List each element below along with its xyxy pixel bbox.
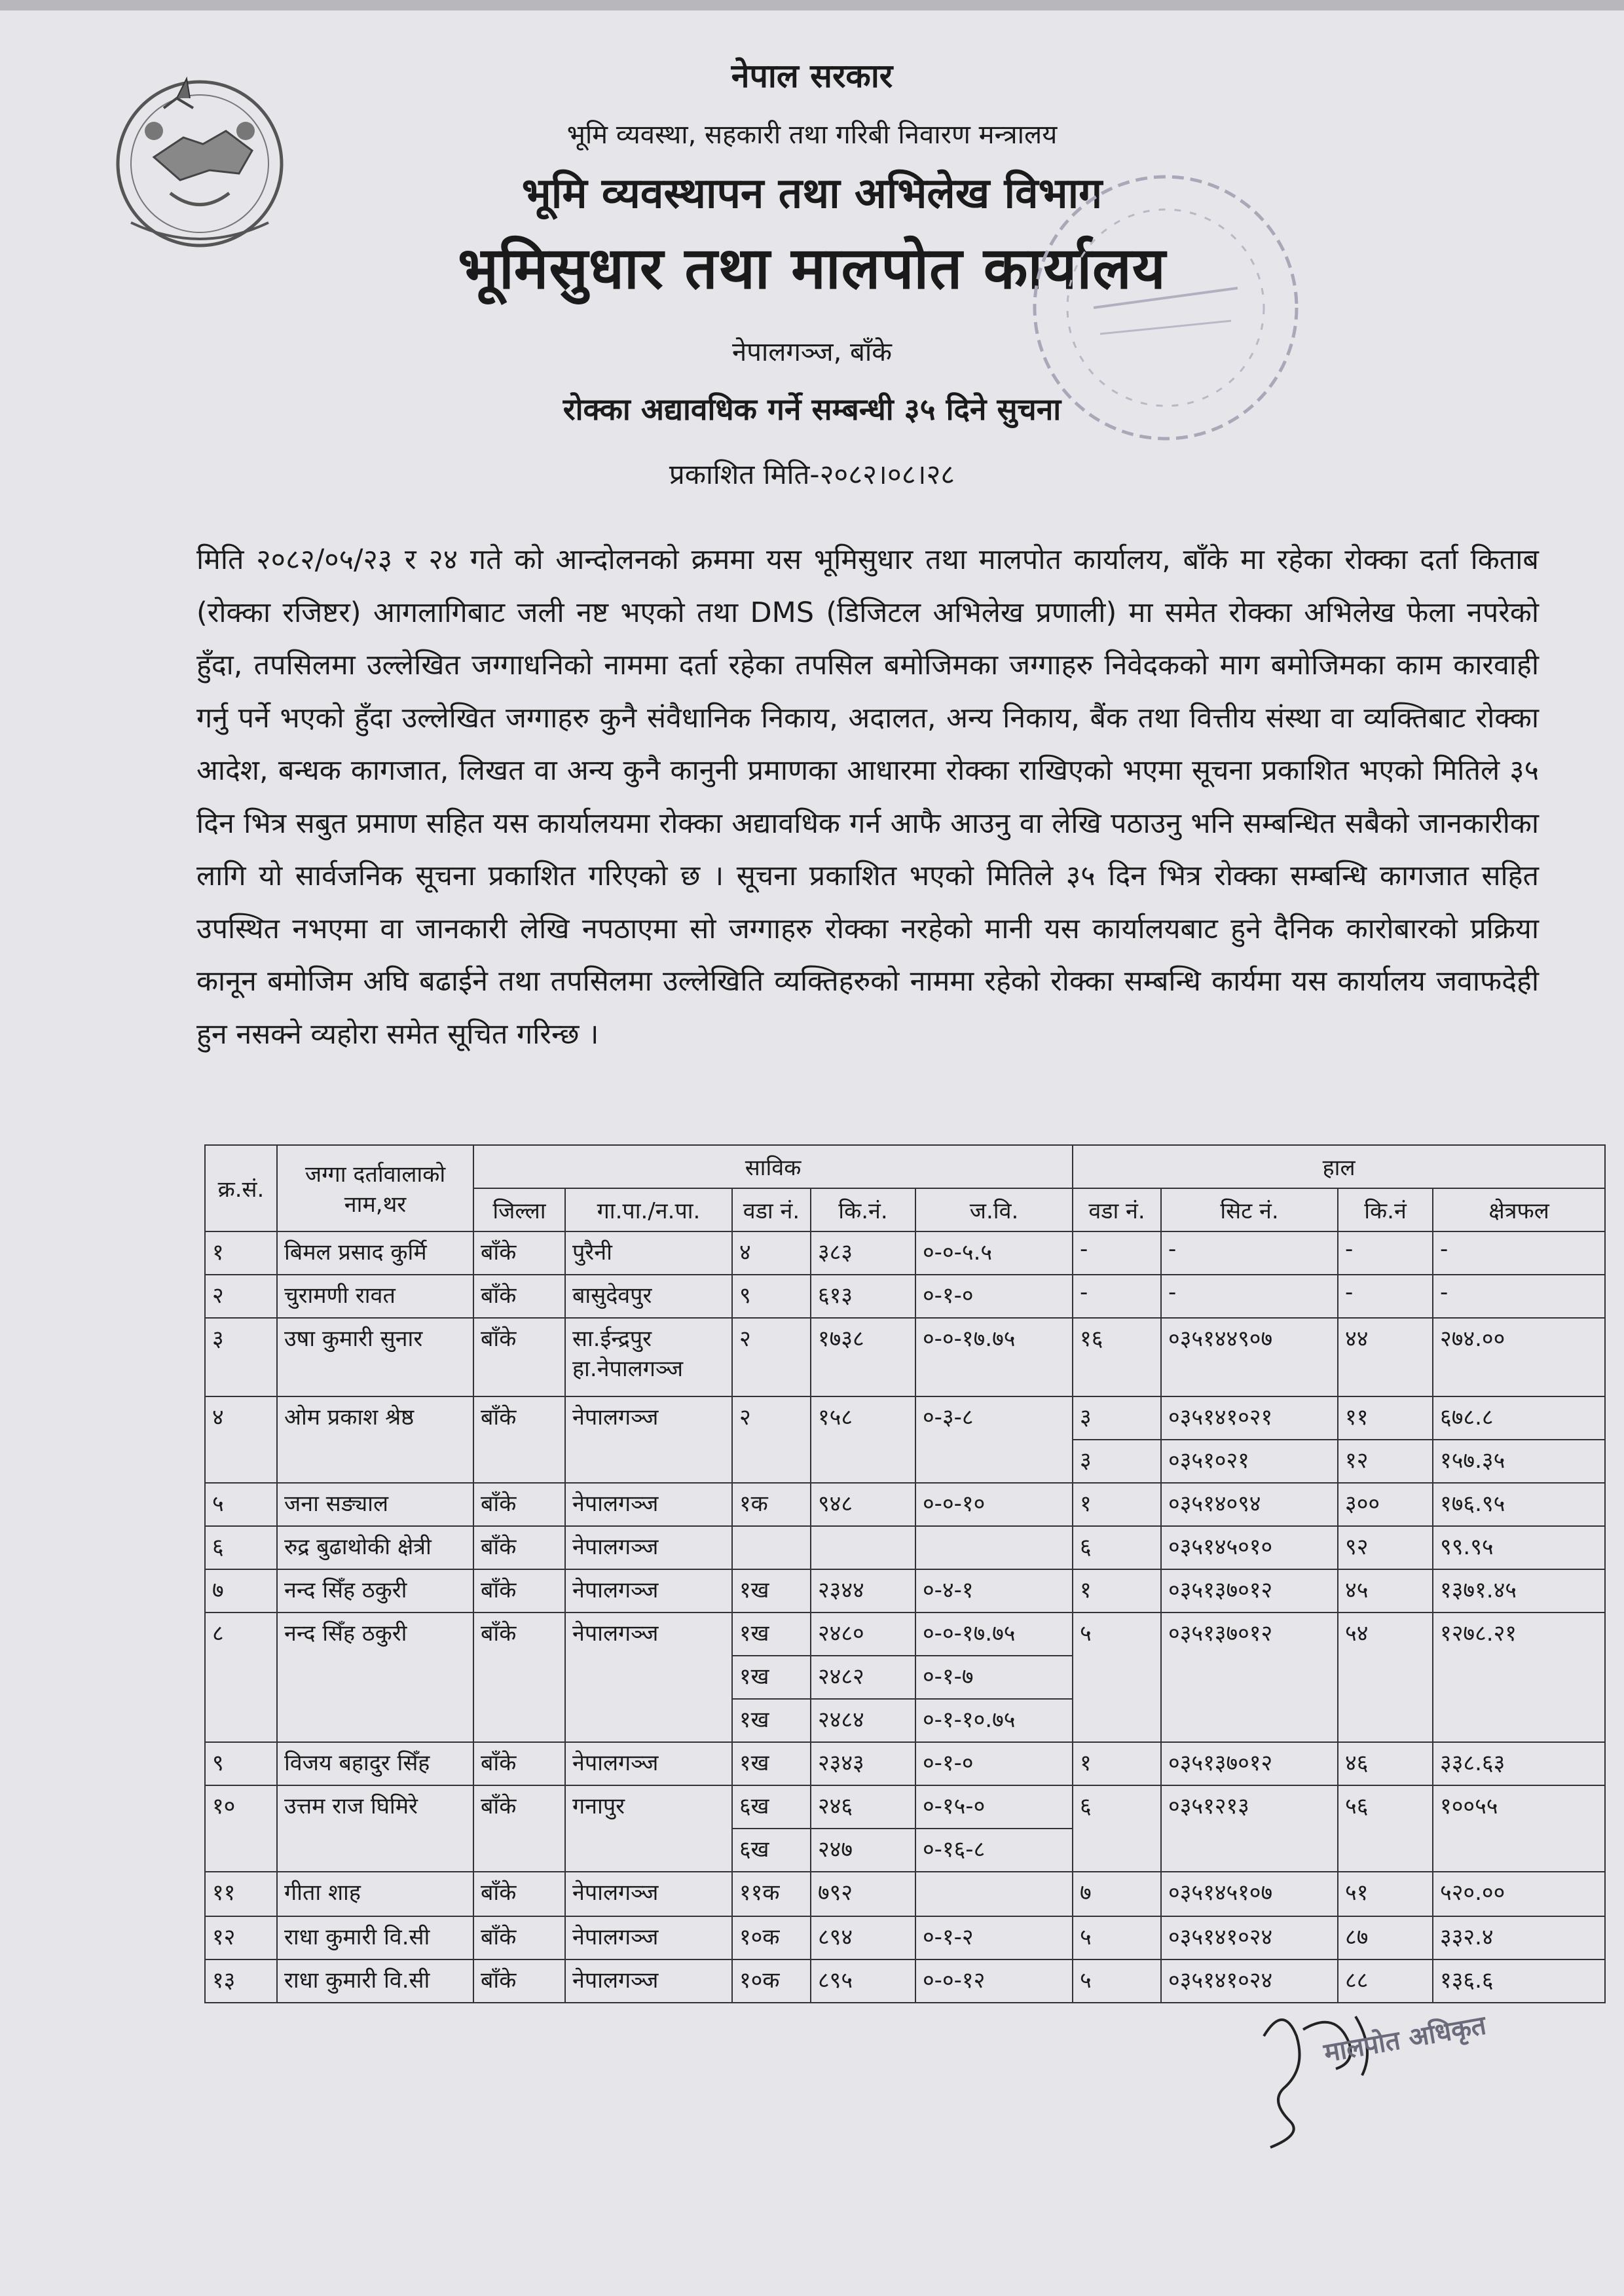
cell-area-new: -: [1433, 1231, 1605, 1275]
cell-sheet: -: [1161, 1275, 1338, 1318]
cell-sn: १०: [205, 1785, 277, 1872]
cell-area-new: २७४.००: [1433, 1318, 1605, 1396]
cell-ward: ६ख: [732, 1785, 811, 1829]
table-row: [205, 1318, 1605, 1396]
cell-area: ०-३-८: [915, 1396, 1073, 1483]
cell-ward-new: ३: [1073, 1396, 1161, 1440]
table-row: [205, 1613, 1605, 1656]
cell-plot: २४८२: [811, 1656, 915, 1699]
cell-name: उत्तम राज घिमिरे: [277, 1785, 473, 1872]
cell-municipality: नेपालगञ्ज: [565, 1396, 732, 1483]
col-owner: जग्गा दर्तावालाको नाम,थर: [277, 1145, 473, 1231]
cell-district: बाँके: [473, 1742, 565, 1785]
letterhead: [0, 46, 1624, 429]
table-row: [205, 1483, 1605, 1526]
cell-plot: ८९४: [811, 1916, 915, 1959]
cell-plot-new: ३००: [1338, 1483, 1433, 1526]
cell-ward: १ख: [732, 1699, 811, 1742]
cell-ward-new: ३: [1073, 1440, 1161, 1483]
cell-name: रुद्र बुढाथोकी क्षेत्री: [277, 1526, 473, 1569]
table-row: [205, 1231, 1605, 1275]
cell-plot: २४७: [811, 1829, 915, 1872]
municipality-old: सा.ईन्द्रपुर: [572, 1326, 652, 1352]
table-row: [205, 1569, 1605, 1613]
cell-area-new: १५७.३५: [1433, 1440, 1605, 1483]
cell-plot: १७३८: [811, 1318, 915, 1396]
cell-name: नन्द सिँह ठकुरी: [277, 1613, 473, 1742]
table-row: [205, 1526, 1605, 1569]
table-row: [205, 1785, 1605, 1829]
cell-sheet: ०३५१३७०१२: [1161, 1569, 1338, 1613]
cell-district: बाँके: [473, 1275, 565, 1318]
cell-name: चुरामणी रावत: [277, 1275, 473, 1318]
cell-area: ०-१-०: [915, 1275, 1073, 1318]
cell-area: ०-१-०: [915, 1742, 1073, 1785]
cell-sheet: ०३५१४५१०७: [1161, 1872, 1338, 1916]
cell-area-new: ३३८.६३: [1433, 1742, 1605, 1785]
cell-sn: ७: [205, 1569, 277, 1613]
cell-area: ०-०-१७.७५: [915, 1318, 1073, 1396]
cell-district: बाँके: [473, 1785, 565, 1872]
cell-plot-new: ९२: [1338, 1526, 1433, 1569]
notice-title: रोक्का अद्यावधिक गर्ने सम्बन्धी ३५ दिने सुचना: [563, 392, 1061, 427]
cell-ward-new: ६: [1073, 1526, 1161, 1569]
cell-municipality: पुरैनी: [565, 1231, 732, 1275]
cell-district: बाँके: [473, 1872, 565, 1916]
cell-sn: ८: [205, 1613, 277, 1742]
cell-ward-new: १: [1073, 1569, 1161, 1613]
cell-area: ०-१-१०.७५: [915, 1699, 1073, 1742]
col-plot: कि.नं.: [811, 1188, 915, 1231]
col-ward: वडा नं.: [732, 1188, 811, 1231]
cell-sn: ९: [205, 1742, 277, 1785]
cell-ward-new: ६: [1073, 1785, 1161, 1872]
cell-district: बाँके: [473, 1483, 565, 1526]
col-serial: क्र.सं.: [205, 1145, 277, 1231]
cell-area-new: १००५५: [1433, 1785, 1605, 1872]
cell-sheet: ०३५१३७०१२: [1161, 1613, 1338, 1742]
cell-municipality: नेपालगञ्ज: [565, 1483, 732, 1526]
cell-area-new: ९९.९५: [1433, 1526, 1605, 1569]
cell-name: बिमल प्रसाद कुर्मि: [277, 1231, 473, 1275]
cell-ward-new: ५: [1073, 1959, 1161, 2003]
cell-plot-new: -: [1338, 1275, 1433, 1318]
cell-name: राधा कुमारी वि.सी: [277, 1916, 473, 1959]
table-row: [205, 1742, 1605, 1785]
cell-plot: २४६: [811, 1785, 915, 1829]
cell-area: ०-१६-८: [915, 1829, 1073, 1872]
cell-plot: १५८: [811, 1396, 915, 1483]
cell-ward-new: ५: [1073, 1916, 1161, 1959]
cell-sheet: ०३५१४१०२४: [1161, 1916, 1338, 1959]
cell-area: ०-४-१: [915, 1569, 1073, 1613]
cell-municipality: नेपालगञ्ज: [565, 1569, 732, 1613]
cell-plot-new: -: [1338, 1231, 1433, 1275]
cell-name: नन्द सिँह ठकुरी: [277, 1569, 473, 1613]
cell-district: बाँके: [473, 1613, 565, 1742]
cell-sn: ४: [205, 1396, 277, 1483]
cell-sheet: ०३५१०२१: [1161, 1440, 1338, 1483]
cell-sheet: ०३५१४४९०७: [1161, 1318, 1338, 1396]
cell-district: बाँके: [473, 1318, 565, 1396]
office-stamp-icon: [995, 157, 1336, 458]
cell-district: बाँके: [473, 1916, 565, 1959]
cell-area-new: ६७८.८: [1433, 1396, 1605, 1440]
table-row: [205, 1872, 1605, 1916]
cell-plot: २४८४: [811, 1699, 915, 1742]
cell-area: ०-०-५.५: [915, 1231, 1073, 1275]
cell-area-new: -: [1433, 1275, 1605, 1318]
cell-ward-new: १: [1073, 1483, 1161, 1526]
cell-sn: ६: [205, 1526, 277, 1569]
cell-ward-new: १: [1073, 1742, 1161, 1785]
cell-area-new: १३६.६: [1433, 1959, 1605, 2003]
cell-plot: ३८३: [811, 1231, 915, 1275]
cell-district: बाँके: [473, 1396, 565, 1483]
cell-municipality: नेपालगञ्ज: [565, 1526, 732, 1569]
cell-ward: १ख: [732, 1569, 811, 1613]
ministry-name: भूमि व्यवस्था, सहकारी तथा गरिबी निवारण मन्त्रालय: [566, 120, 1058, 150]
cell-name: उषा कुमारी सुनार: [277, 1318, 473, 1396]
cell-name: ओम प्रकाश श्रेष्ठ: [277, 1396, 473, 1483]
table-row: [205, 1916, 1605, 1959]
table-header-row: [205, 1145, 1605, 1188]
cell-sheet: ०३५१४१०२१: [1161, 1396, 1338, 1440]
cell-ward-new: १६: [1073, 1318, 1161, 1396]
cell-municipality: गनापुर: [565, 1785, 732, 1872]
cell-area: [915, 1872, 1073, 1916]
cell-ward-new: ५: [1073, 1613, 1161, 1742]
cell-ward: ६ख: [732, 1829, 811, 1872]
cell-sn: ५: [205, 1483, 277, 1526]
col-group-current: हाल: [1073, 1145, 1605, 1188]
cell-municipality: नेपालगञ्ज: [565, 1916, 732, 1959]
cell-ward: १ख: [732, 1656, 811, 1699]
cell-plot-new: ४६: [1338, 1742, 1433, 1785]
cell-ward: ४: [732, 1231, 811, 1275]
cell-ward: १क: [732, 1483, 811, 1526]
cell-plot: २४८०: [811, 1613, 915, 1656]
cell-sn: ११: [205, 1872, 277, 1916]
cell-area-new: १३७१.४५: [1433, 1569, 1605, 1613]
cell-municipality: नेपालगञ्ज: [565, 1872, 732, 1916]
cell-name: जना सङ्याल: [277, 1483, 473, 1526]
cell-ward: १ख: [732, 1742, 811, 1785]
table-row: [205, 1275, 1605, 1318]
col-group-previous: साविक: [473, 1145, 1073, 1188]
cell-plot-new: ५६: [1338, 1785, 1433, 1872]
cell-area: ०-०-१०: [915, 1483, 1073, 1526]
cell-plot-new: ५४: [1338, 1613, 1433, 1742]
cell-ward: १०क: [732, 1916, 811, 1959]
cell-plot: २३४४: [811, 1569, 915, 1613]
cell-sheet: -: [1161, 1231, 1338, 1275]
cell-ward: १ख: [732, 1613, 811, 1656]
table-row: [205, 1396, 1605, 1440]
cell-ward-new: -: [1073, 1231, 1161, 1275]
cell-plot-new: ११: [1338, 1396, 1433, 1440]
cell-ward-new: -: [1073, 1275, 1161, 1318]
cell-sn: १३: [205, 1959, 277, 2003]
scan-edge: [0, 0, 1624, 10]
cell-plot: ६१३: [811, 1275, 915, 1318]
cell-area: ०-०-१२: [915, 1959, 1073, 2003]
cell-sheet: ०३५१४०९४: [1161, 1483, 1338, 1526]
cell-ward: [732, 1526, 811, 1569]
col-plot-new: कि.नं: [1338, 1188, 1433, 1231]
cell-sn: १२: [205, 1916, 277, 1959]
cell-area-new: ५२०.००: [1433, 1872, 1605, 1916]
cell-area: ०-१-२: [915, 1916, 1073, 1959]
cell-district: बाँके: [473, 1231, 565, 1275]
cell-area: ०-१-७: [915, 1656, 1073, 1699]
col-municipality: गा.पा./न.पा.: [565, 1188, 732, 1231]
cell-ward: ११क: [732, 1872, 811, 1916]
land-records-table: [204, 1144, 1606, 2003]
notice-body: मिति २०८२/०५/२३ र २४ गते को आन्दोलनको क्रममा यस भूमिसुधार तथा मालपोत कार्यालय, बाँके मा रहेका रोक्का दर्ता किताब (रोक्का रजिष्टर) आगलागिबाट जली नष्ट भएको तथा DMS (डिजिटल अभिलेख प्रणाली) मा समेत रोक्का अभिलेख फेला नपरेको हुँदा, तपसिलमा उल्लेखित जग्गाधनिको नाममा दर्ता रहेका तपसिल बमोजिमका जग्गाहरु निवेदकको माग बमोजिमका काम कारवाही गर्नु पर्ने भएको हुँदा उल्लेखित जग्गाहरु कुनै संवैधानिक निकाय, अदालत, अन्य निकाय, बैंक तथा वित्तीय संस्था वा व्यक्तिबाट रोक्का आदेश, बन्धक कागजात, लिखत वा अन्य कुनै कानुनी प्रमाणका आधारमा रोक्का राखिएको भएमा सूचना प्रकाशित भएको मितिले ३५ दिन भित्र सबुत प्रमाण सहित यस कार्यालयमा रोक्का अद्यावधिक गर्न आफै आउनु वा लेखि पठाउनु भनि सम्बन्धित सबैको जानकारीका लागि यो सार्वजनिक सूचना प्रकाशित गरिएको छ । सूचना प्रकाशित भएको मितिले ३५ दिन भित्र रोक्का सम्बन्धि कागजात सहित उपस्थित नभएमा वा जानकारी लेखि नपठाएमा सो जग्गाहरु रोक्का नरहेको मानी यस कार्यालयबाट हुने दैनिक कारोबारको प्रक्रिया कानून बमोजिम अघि बढाईने तथा तपसिलमा उल्लेखिति व्यक्तिहरुको नाममा रहेको रोक्का सम्बन्धि कार्यमा यस कार्यालय जवाफदेही हुन नसक्ने व्यहोरा समेत सूचित गरिन्छ ।: [196, 543, 1539, 1051]
cell-plot-new: ५१: [1338, 1872, 1433, 1916]
cell-plot-new: ४४: [1338, 1318, 1433, 1396]
cell-district: बाँके: [473, 1959, 565, 2003]
cell-municipality: नेपालगञ्ज: [565, 1959, 732, 2003]
cell-plot-new: ८८: [1338, 1959, 1433, 2003]
cell-municipality: [565, 1318, 732, 1396]
cell-sheet: ०३५१४१०२४: [1161, 1959, 1338, 2003]
cell-plot: ७९२: [811, 1872, 915, 1916]
cell-plot: २३४३: [811, 1742, 915, 1785]
cell-name: राधा कुमारी वि.सी: [277, 1959, 473, 2003]
col-sheet: सिट नं.: [1161, 1188, 1338, 1231]
col-area-old: ज.वि.: [915, 1188, 1073, 1231]
cell-plot-new: १२: [1338, 1440, 1433, 1483]
cell-area: [915, 1526, 1073, 1569]
cell-plot: ८९५: [811, 1959, 915, 2003]
published-date: प्रकाशित मिति-२०८२।०८।२८: [669, 458, 955, 490]
cell-area: ०-०-१७.७५: [915, 1613, 1073, 1656]
cell-plot: ९४८: [811, 1483, 915, 1526]
government-name: नेपाल सरकार: [731, 57, 893, 95]
cell-name: विजय बहादुर सिँह: [277, 1742, 473, 1785]
cell-ward: ९: [732, 1275, 811, 1318]
cell-sn: २: [205, 1275, 277, 1318]
cell-sn: १: [205, 1231, 277, 1275]
signature-stamp: मालपोत अधिकृत: [1321, 2010, 1488, 2069]
cell-municipality: बासुदेवपुर: [565, 1275, 732, 1318]
cell-district: बाँके: [473, 1526, 565, 1569]
cell-ward: २: [732, 1318, 811, 1396]
cell-area: ०-१५-०: [915, 1785, 1073, 1829]
cell-plot: [811, 1526, 915, 1569]
cell-ward: २: [732, 1396, 811, 1483]
cell-sheet: ०३५१२१३: [1161, 1785, 1338, 1872]
cell-ward: १०क: [732, 1959, 811, 2003]
cell-municipality: नेपालगञ्ज: [565, 1613, 732, 1742]
cell-area-new: १२७८.२१: [1433, 1613, 1605, 1742]
municipality-current: हा.नेपालगञ्ज: [572, 1356, 684, 1382]
signature-icon: [1244, 1990, 1585, 2160]
cell-sheet: ०३५१३७०१२: [1161, 1742, 1338, 1785]
cell-name: गीता शाह: [277, 1872, 473, 1916]
cell-plot-new: ४५: [1338, 1569, 1433, 1613]
department-name: भूमि व्यवस्थापन तथा अभिलेख विभाग: [521, 170, 1103, 218]
cell-municipality: नेपालगञ्ज: [565, 1742, 732, 1785]
col-ward-new: वडा नं.: [1073, 1188, 1161, 1231]
cell-plot-new: ८७: [1338, 1916, 1433, 1959]
office-name: भूमिसुधार तथा मालपोत कार्यालय: [458, 234, 1166, 302]
cell-sn: ३: [205, 1318, 277, 1396]
col-area-new: क्षेत्रफल: [1433, 1188, 1605, 1231]
col-district: जिल्ला: [473, 1188, 565, 1231]
cell-area-new: ३३२.४: [1433, 1916, 1605, 1959]
office-location: नेपालगञ्ज, बाँके: [732, 337, 892, 367]
cell-sheet: ०३५१४५०१०: [1161, 1526, 1338, 1569]
cell-ward-new: ७: [1073, 1872, 1161, 1916]
cell-district: बाँके: [473, 1569, 565, 1613]
cell-area-new: १७६.९५: [1433, 1483, 1605, 1526]
